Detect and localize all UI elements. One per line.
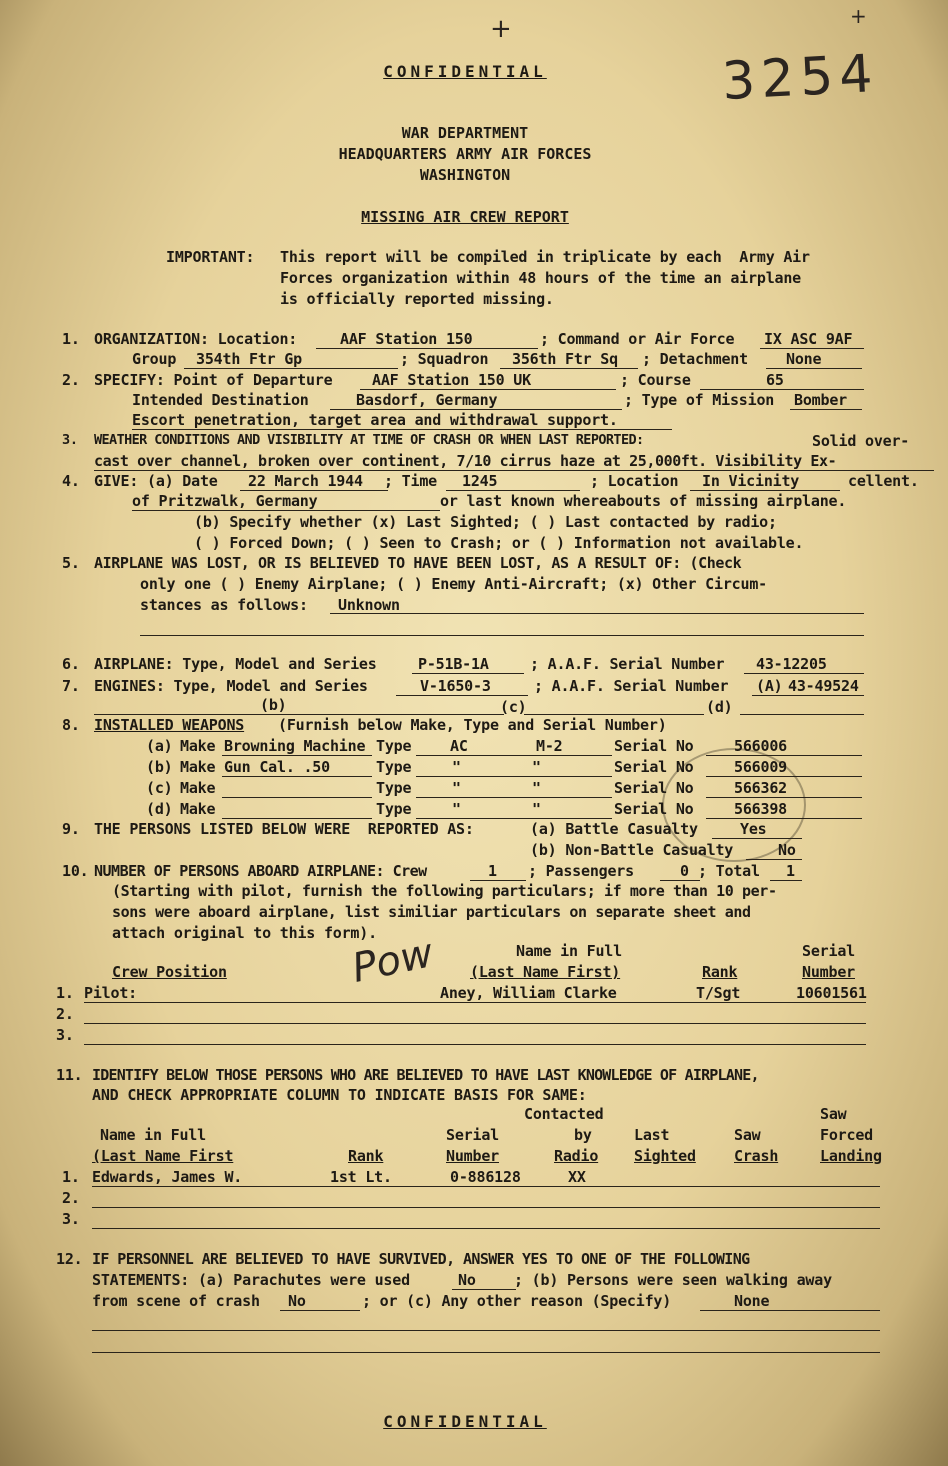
weapons-sub: (Furnish below Make, Type and Serial Number)	[278, 716, 667, 734]
knowledge-row-number: 3.	[62, 1210, 80, 1228]
weapon-model-value: "	[532, 800, 541, 818]
engines-label: ENGINES: Type, Model and Series	[94, 677, 368, 695]
parachutes-value: No	[458, 1271, 476, 1289]
weapon-make-value: Browning Machine	[224, 737, 366, 755]
engine-serial-label: ; A.A.F. Serial Number	[534, 677, 729, 695]
course-label: ; Course	[620, 371, 691, 389]
weapon-serial-value: 566006	[734, 737, 787, 755]
weapon-tag: (b)	[146, 758, 173, 776]
circumstances-value: Unknown	[338, 596, 400, 614]
weapon-serial-label: Serial No	[614, 800, 694, 818]
passengers-label: ; Passengers	[528, 862, 634, 880]
time-label: ; Time	[384, 472, 437, 490]
item-number: 4.	[62, 472, 80, 490]
item-number: 3.	[62, 432, 78, 448]
squadron-value: 356th Ftr Sq	[512, 350, 618, 368]
weather-value-end: cellent.	[848, 472, 919, 490]
item-number: 6.	[62, 655, 80, 673]
col-saw2: Saw	[820, 1105, 847, 1123]
engine-b-tag: (b)	[260, 696, 287, 714]
col-by: by	[574, 1126, 592, 1144]
knowledge-row-number: 2.	[62, 1189, 80, 1207]
weather-label: WEATHER CONDITIONS AND VISIBILITY AT TIME OF CRASH OR WHEN LAST REPORTED:	[94, 432, 644, 448]
weapon-make-label: Make	[180, 737, 216, 755]
file-number: 3254	[720, 43, 880, 113]
weather-value: Solid over-	[812, 432, 910, 450]
item-number: 7.	[62, 677, 80, 695]
last-knowledge-label: IDENTIFY BELOW THOSE PERSONS WHO ARE BELIEVED TO HAVE LAST KNOWLEDGE OF AIRPLANE,	[92, 1066, 759, 1084]
whereabouts-text: or last known whereabouts of missing airplane.	[440, 492, 847, 510]
group-label: Group	[132, 350, 177, 368]
mission-value: Bomber	[794, 391, 847, 409]
engine-d-tag: (d)	[706, 698, 733, 716]
walking-label: ; (b) Persons were seen walking away	[514, 1271, 832, 1289]
non-battle-casualty-value: No	[778, 841, 796, 859]
col-rank: Rank	[348, 1147, 384, 1165]
col-sighted: Sighted	[634, 1147, 696, 1165]
reported-as-label: THE PERSONS LISTED BELOW WERE REPORTED AS:	[94, 820, 474, 838]
weapon-model-value: "	[532, 779, 541, 797]
time-value: 1245	[462, 472, 498, 490]
other-reason-value: None	[734, 1292, 770, 1310]
knowledge-name: Edwards, James W.	[92, 1168, 243, 1186]
crew-name: Aney, William Clarke	[440, 984, 617, 1002]
col-contacted: Contacted	[524, 1105, 604, 1123]
weapon-tag: (c)	[146, 779, 173, 797]
weapon-serial-label: Serial No	[614, 758, 694, 776]
item-number: 9.	[62, 820, 80, 838]
weapons-label: INSTALLED WEAPONS	[94, 716, 245, 734]
specify-label: SPECIFY: Point of Departure	[94, 371, 333, 389]
destination-label: Intended Destination	[132, 391, 309, 409]
col-crash: Crash	[734, 1147, 779, 1165]
item-number: 2.	[62, 371, 80, 389]
plus-mark-corner: +	[850, 4, 867, 28]
weapon-serial-value: 566362	[734, 779, 787, 797]
destination-value: Basdorf, Germany	[356, 391, 498, 409]
col-serial: Serial	[446, 1126, 499, 1144]
date-value: 22 March 1944	[248, 472, 363, 490]
crew-position: Pilot:	[84, 984, 137, 1002]
weapon-type-value: "	[452, 800, 461, 818]
airplane-type-value: P-51B-1A	[418, 655, 489, 673]
last-knowledge-label-cont: AND CHECK APPROPRIATE COLUMN TO INDICATE BASIS FOR SAME:	[92, 1086, 587, 1104]
weapon-make-label: Make	[180, 779, 216, 797]
airplane-serial-label: ; A.A.F. Serial Number	[530, 655, 725, 673]
weapon-type-value: "	[452, 779, 461, 797]
mission-label: ; Type of Mission	[624, 391, 775, 409]
persons-note: sons were aboard airplane, list similiar particulars on separate sheet and	[112, 903, 751, 921]
sighted-options: (b) Specify whether (x) Last Sighted; ( ) Last contacted by radio;	[194, 513, 777, 531]
crew-head-position: Crew Position	[112, 963, 227, 981]
give-label: GIVE: (a) Date	[94, 472, 218, 490]
persons-note: attach original to this form).	[112, 924, 377, 942]
persons-note: (Starting with pilot, furnish the following particulars; if more than 10 per-	[112, 882, 777, 900]
weapon-make-value: Gun Cal. .50	[224, 758, 330, 776]
knowledge-radio: XX	[568, 1168, 586, 1186]
circumstances-label: stances as follows:	[140, 596, 308, 614]
handwritten-pow: Pow	[348, 930, 438, 992]
weapon-type-value: AC	[450, 737, 468, 755]
total-count: 1	[786, 862, 795, 880]
other-reason-label: ; or (c) Any other reason (Specify)	[362, 1292, 672, 1310]
course-value: 65	[766, 371, 784, 389]
group-value: 354th Ftr Gp	[196, 350, 302, 368]
crash-scene-label: from scene of crash	[92, 1292, 260, 1310]
loss-cause-options: only one ( ) Enemy Airplane; ( ) Enemy Anti-Aircraft; (x) Other Circum-	[140, 575, 767, 593]
important-line: is officially reported missing.	[280, 290, 554, 308]
command-value: IX ASC 9AF	[764, 330, 853, 348]
knowledge-rank: 1st Lt.	[330, 1168, 392, 1186]
persons-aboard-label: NUMBER OF PERSONS ABOARD AIRPLANE: Crew	[94, 862, 427, 880]
mission-value-cont: Escort penetration, target area and withdrawal support.	[132, 411, 618, 429]
detachment-value: None	[786, 350, 822, 368]
weapon-make-label: Make	[180, 758, 216, 776]
weapon-type-label: Type	[376, 779, 412, 797]
knowledge-row-number: 1.	[62, 1168, 80, 1186]
weapon-model-value: M-2	[536, 737, 563, 755]
col-forced: Forced	[820, 1126, 873, 1144]
weapon-serial-value: 566398	[734, 800, 787, 818]
detachment-label: ; Detachment	[642, 350, 748, 368]
knowledge-serial: 0-886128	[450, 1168, 521, 1186]
classification-top: CONFIDENTIAL	[383, 62, 547, 81]
city: WASHINGTON	[419, 166, 511, 184]
survival-label: IF PERSONNEL ARE BELIEVED TO HAVE SURVIVED, ANSWER YES TO ONE OF THE FOLLOWING	[92, 1250, 750, 1268]
crew-head-rank: Rank	[702, 963, 738, 981]
airplane-label: AIRPLANE: Type, Model and Series	[94, 655, 377, 673]
departure-value: AAF Station 150 UK	[372, 371, 531, 389]
location-label: ; Location	[590, 472, 679, 490]
item-number: 5.	[62, 554, 80, 572]
battle-casualty-label: (a) Battle Casualty	[530, 820, 698, 838]
col-serial2: Number	[446, 1147, 499, 1165]
non-battle-casualty-label: (b) Non-Battle Casualty	[530, 841, 734, 859]
important-label: IMPORTANT:	[166, 248, 255, 266]
weapon-serial-label: Serial No	[614, 737, 694, 755]
col-saw: Saw	[734, 1126, 761, 1144]
crew-serial: 10601561	[796, 984, 867, 1002]
location-value: AAF Station 150	[340, 330, 473, 348]
classification-bottom: CONFIDENTIAL	[383, 1412, 547, 1431]
col-landing: Landing	[820, 1147, 882, 1165]
col-name: Name in Full	[100, 1126, 206, 1144]
weapon-make-label: Make	[180, 800, 216, 818]
weather-value-cont: cast over channel, broken over continent, 7/10 cirrus haze at 25,000ft. Visibility Ex-	[94, 452, 837, 470]
item-number: 10.	[62, 862, 89, 880]
battle-casualty-value: Yes	[740, 820, 767, 838]
important-line: Forces organization within 48 hours of the time an airplane	[280, 269, 802, 287]
engine-c-tag: (c)	[500, 698, 527, 716]
weapon-model-value: "	[532, 758, 541, 776]
department: WAR DEPARTMENT	[401, 124, 529, 142]
crew-count: 1	[488, 862, 497, 880]
crew-head-serial: Serial	[802, 942, 855, 960]
item-number: 1.	[62, 330, 80, 348]
engine-type-value: V-1650-3	[420, 677, 491, 695]
plus-mark: +	[490, 14, 512, 44]
crew-head-serial2: Number	[802, 963, 855, 981]
crew-row-number: 3.	[56, 1026, 74, 1044]
loss-cause-label: AIRPLANE WAS LOST, OR IS BELIEVED TO HAVE BEEN LOST, AS A RESULT OF: (Check	[94, 554, 742, 572]
important-line: This report will be compiled in triplicate by each Army Air	[280, 248, 810, 266]
crew-row-number: 1.	[56, 984, 74, 1002]
location-value-cont: of Pritzwalk, Germany	[132, 492, 318, 510]
squadron-label: ; Squadron	[400, 350, 489, 368]
report-title: MISSING AIR CREW REPORT	[361, 208, 569, 226]
weapon-tag: (a)	[146, 737, 173, 755]
col-last: Last	[634, 1126, 670, 1144]
weapon-type-value: "	[452, 758, 461, 776]
location-value: In Vicinity	[702, 472, 800, 490]
parachutes-label: STATEMENTS: (a) Parachutes were used	[92, 1271, 410, 1289]
organization-label: ORGANIZATION: Location:	[94, 330, 298, 348]
airplane-serial-value: 43-12205	[756, 655, 827, 673]
engine-serial-a-tag: (A)	[756, 677, 783, 695]
weapon-type-label: Type	[376, 800, 412, 818]
weapon-type-label: Type	[376, 758, 412, 776]
passengers-count: 0	[680, 862, 689, 880]
weapon-serial-label: Serial No	[614, 779, 694, 797]
item-number: 11.	[56, 1066, 83, 1084]
engine-serial-value: 43-49524	[788, 677, 859, 695]
item-number: 8.	[62, 716, 80, 734]
crew-row-number: 2.	[56, 1005, 74, 1023]
col-radio: Radio	[554, 1147, 599, 1165]
weapon-serial-value: 566009	[734, 758, 787, 776]
command-label: ; Command or Air Force	[540, 330, 735, 348]
crew-head-name2: (Last Name First)	[470, 963, 621, 981]
weapon-tag: (d)	[146, 800, 173, 818]
fate-options: ( ) Forced Down; ( ) Seen to Crash; or ( ) Information not available.	[194, 534, 804, 552]
crew-head-name: Name in Full	[516, 942, 622, 960]
hq: HEADQUARTERS ARMY AIR FORCES	[338, 145, 592, 163]
walking-value: No	[288, 1292, 306, 1310]
col-name2: (Last Name First	[92, 1147, 234, 1165]
item-number: 12.	[56, 1250, 83, 1268]
crew-rank: T/Sgt	[696, 984, 741, 1002]
total-label: ; Total	[698, 862, 760, 880]
weapon-type-label: Type	[376, 737, 412, 755]
